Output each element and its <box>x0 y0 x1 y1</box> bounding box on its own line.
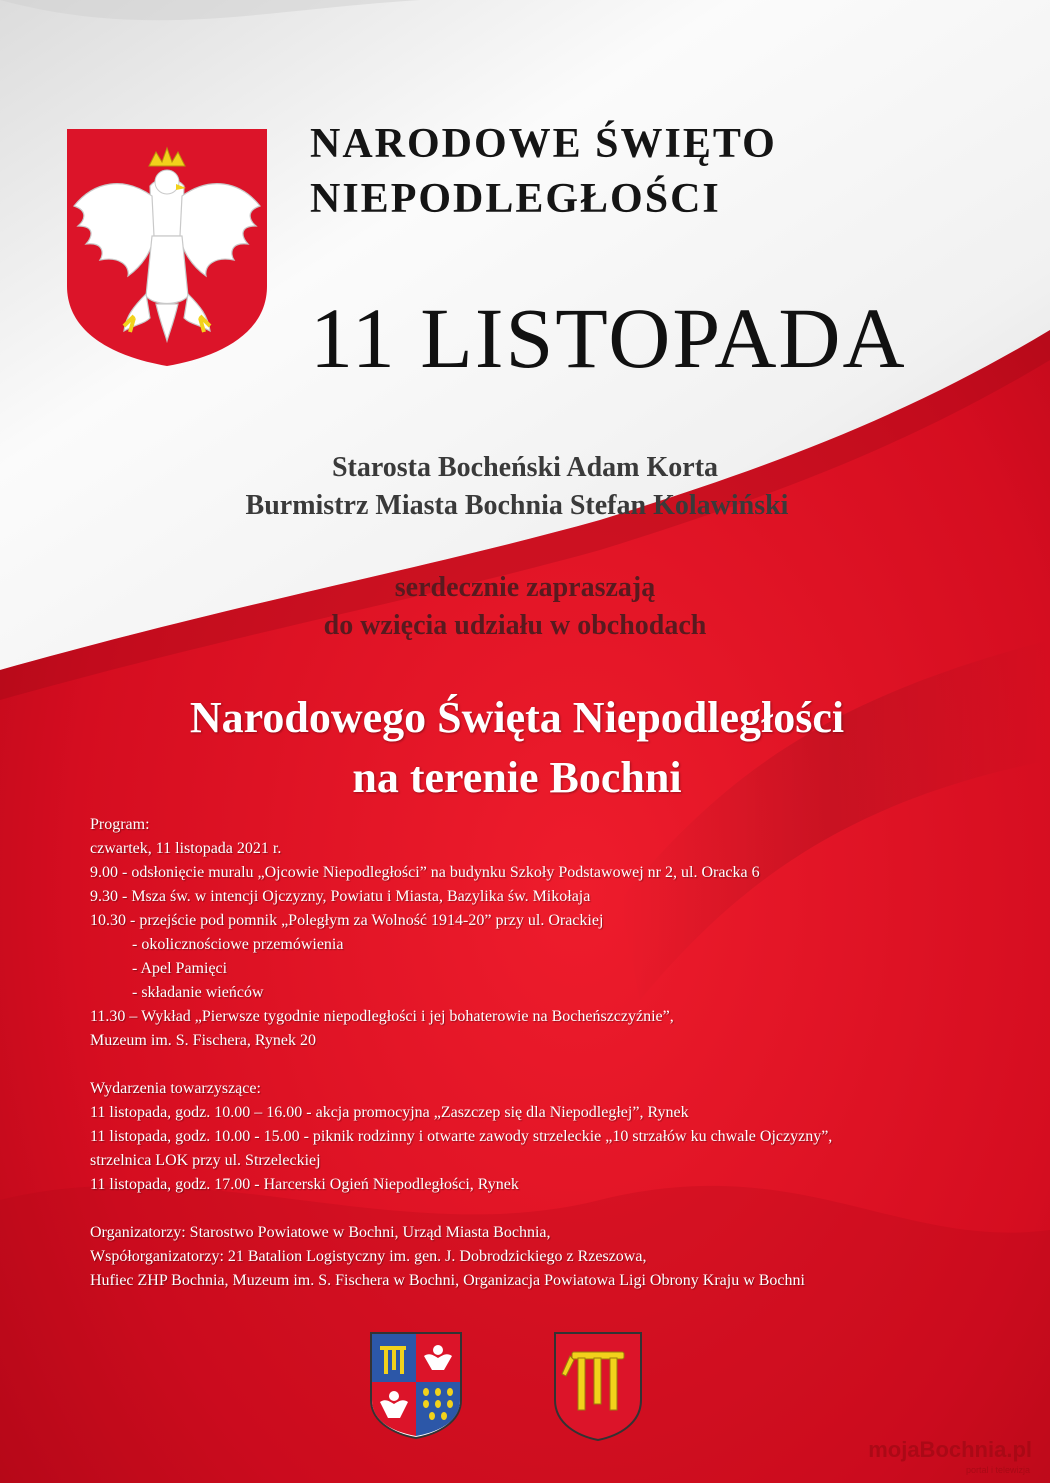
county-crest-icon <box>368 1330 464 1440</box>
organizers-line: Organizatorzy: Starostwo Powiatowe w Bochni, Urząd Miasta Bochnia, <box>90 1224 551 1241</box>
watermark-logo: mojaBochnia.pl <box>868 1437 1032 1462</box>
event-date: 11 LISTOPADA <box>310 290 907 386</box>
host-line-1: Starosta Bocheński Adam Korta <box>331 452 719 483</box>
side-event-item: 11 listopada, godz. 17.00 - Harcerski Ogień Niepodległości, Rynek <box>90 1176 519 1193</box>
side-event-item: 11 listopada, godz. 10.00 - 15.00 - piknik rodzinny i otwarte zawody strzeleckie „10 strzałów ku chwale Ojczyzny”, <box>90 1128 833 1145</box>
organizers-line: Hufiec ZHP Bochnia, Muzeum im. S. Fischera w Bochni, Organizacja Powiatowa Ligi Obrony Kraju w Bochni <box>90 1272 805 1289</box>
polish-eagle-emblem <box>64 126 270 369</box>
event-title-line-2: na terenie Bochni <box>352 753 682 802</box>
spacer <box>90 1197 1020 1221</box>
program-section <box>90 813 1020 1293</box>
invitation-line-2: do wzięcia udziału w obchodach <box>323 610 707 641</box>
program-item: 9.00 - odsłonięcie muralu „Ojcowie Niepodległości” na budynku Szkoły Podstawowej nr 2, ul. Oracka 6 <box>90 864 760 881</box>
spacer <box>90 1053 1020 1077</box>
side-event-item: 11 listopada, godz. 10.00 – 16.00 - akcja promocyjna „Zaszczep się dla Niepodległej”, Rynek <box>90 1104 689 1121</box>
program-item: 9.30 - Msza św. w intencji Ojczyzny, Powiatu i Miasta, Bazylika św. Mikołaja <box>90 888 591 905</box>
program-item-continued: Muzeum im. S. Fischera, Rynek 20 <box>90 1032 316 1049</box>
watermark-subtitle: portal i telewizja <box>965 1465 1030 1475</box>
program-subitem: - Apel Pamięci <box>132 960 228 977</box>
program-subitem: - okolicznościowe przemówienia <box>132 936 344 953</box>
title-line-2: NIEPODLEGŁOŚCI <box>310 176 721 222</box>
invitation-line-1: serdecznie zapraszają <box>394 572 656 603</box>
title-line-1: NARODOWE ŚWIĘTO <box>310 121 777 167</box>
program-day: czwartek, 11 listopada 2021 r. <box>90 840 282 857</box>
city-crest-icon <box>552 1330 644 1442</box>
side-event-item-continued: strzelnica LOK przy ul. Strzeleckiej <box>90 1152 321 1169</box>
side-events-label: Wydarzenia towarzyszące: <box>90 1080 261 1097</box>
host-line-2: Burmistrz Miasta Bochnia Stefan Kolawiński <box>245 490 789 521</box>
organizers-line: Współorganizatorzy: 21 Batalion Logistyczny im. gen. J. Dobrodzickiego z Rzeszowa, <box>90 1248 647 1265</box>
program-subitem: - składanie wieńców <box>132 984 264 1001</box>
event-title-line-1: Narodowego Święta Niepodległości <box>189 693 845 742</box>
program-item: 11.30 – Wykład „Pierwsze tygodnie niepodległości i jej bohaterowie na Bocheńszczyźnie”, <box>90 1008 674 1025</box>
program-label: Program: <box>90 816 150 833</box>
program-item: 10.30 - przejście pod pomnik „Poległym za Wolność 1914-20” przy ul. Orackiej <box>90 912 604 929</box>
